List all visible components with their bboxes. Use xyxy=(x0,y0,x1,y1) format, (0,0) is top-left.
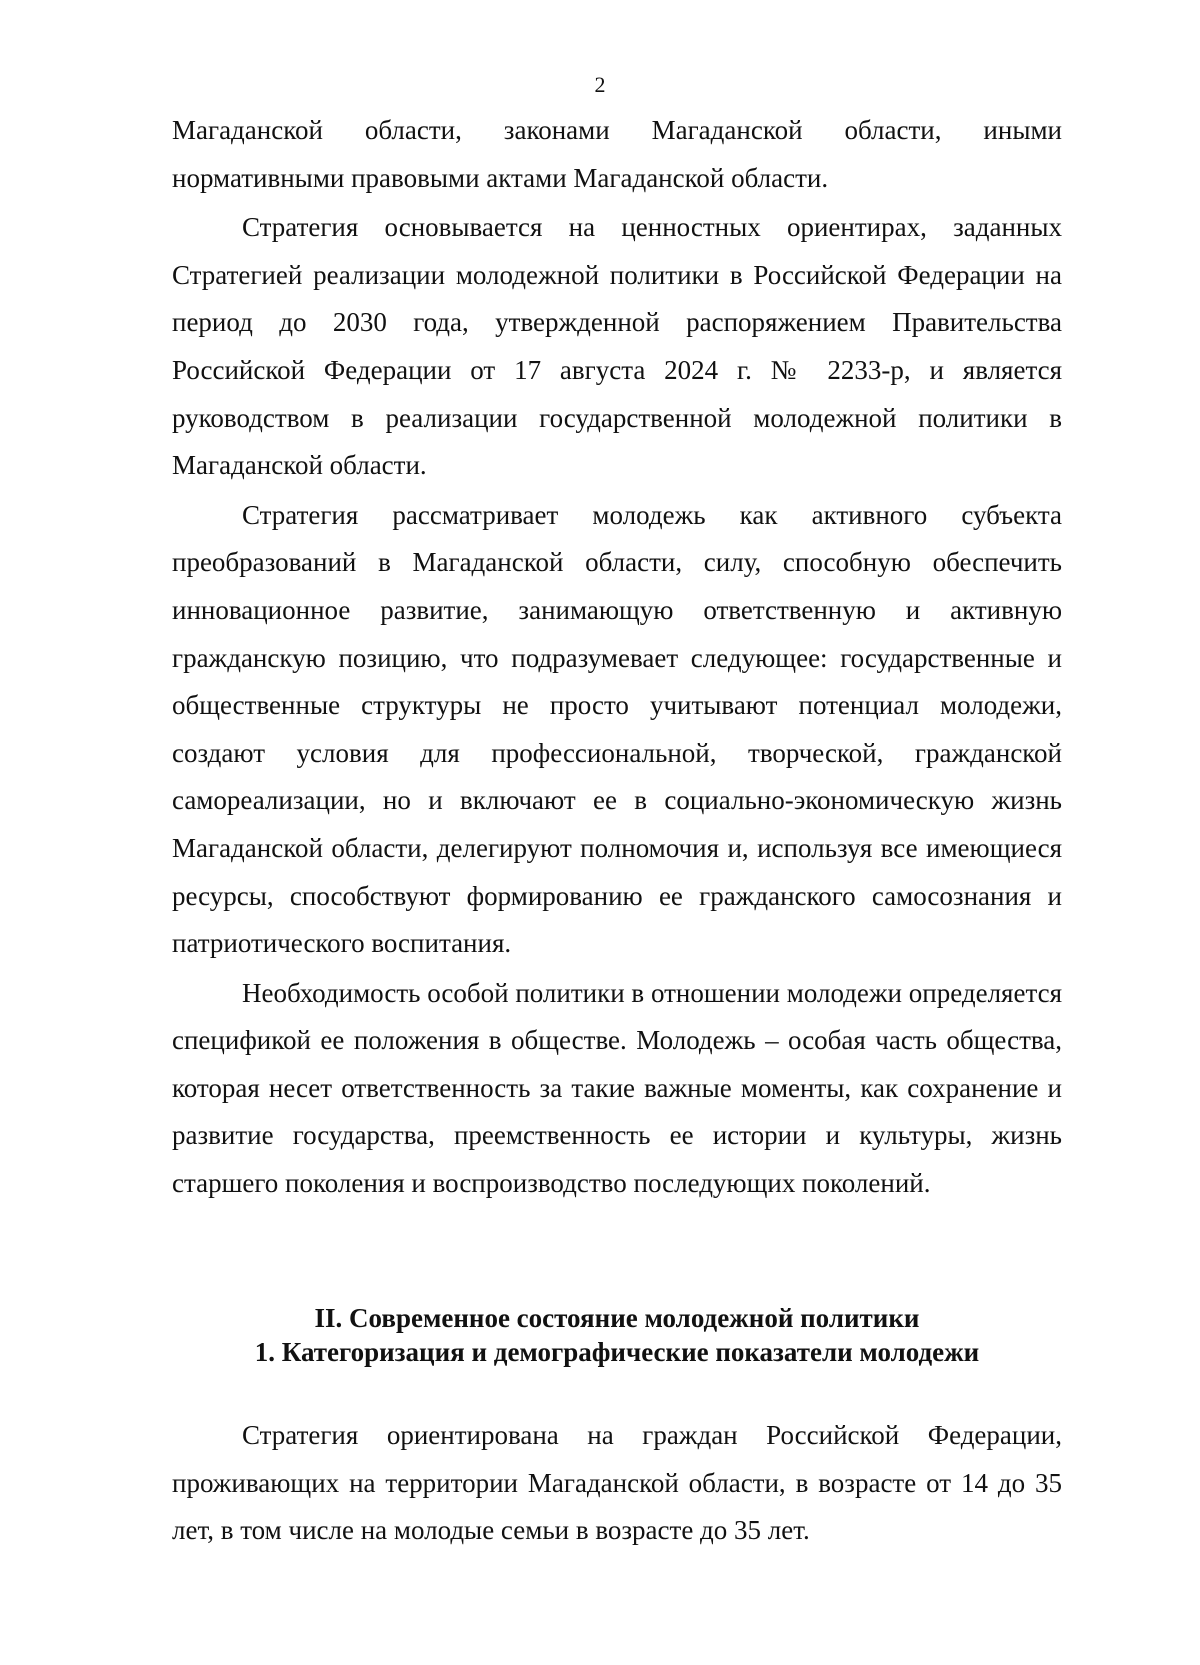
section-title: II. Современное состояние молодежной политики xyxy=(314,1303,920,1333)
page-number: 2 xyxy=(594,72,606,97)
body-text xyxy=(172,107,1062,1208)
paragraph-continuation: Магаданской области, законами Магаданской области, иными нормативными правовыми актами Магаданской области. xyxy=(172,115,1062,193)
paragraph-youth-subject: Стратегия рассматривает молодежь как активного субъекта преобразований в Магаданской области, силу, способную обеспечить инновационное развитие, занимающую ответственную и активную гражданскую позицию, что подразумевает следующее: государственные и общественные структуры не просто учитывают потенциал молодежи, создают условия для профессиональной, творческой, гражданской самореализации, но и включают ее в социально-экономическую жизнь Магаданской области, делегируют полномочия и, используя все имеющиеся ресурсы, способствуют формированию ее гражданского самосознания и патриотического воспитания. xyxy=(172,499,1062,959)
paragraph-policy-necessity: Необходимость особой политики в отношении молодежи определяется спецификой ее положения в обществе. Молодежь – особая часть общества, которая несет ответственность за такие важные моменты, как сохранение и развитие государства, преемственность ее истории и культуры, жизнь старшего поколения и воспроизводство последующих поколений. xyxy=(172,977,1062,1199)
section-text xyxy=(172,1412,1062,1555)
section-heading xyxy=(172,1301,1062,1369)
paragraph-target-audience: Стратегия ориентирована на граждан Российской Федерации, проживающих на территории Магаданской области, в возрасте от 14 до 35 лет, в том числе на молодые семьи в возрасте до 35 лет. xyxy=(172,1420,1062,1546)
paragraph-strategy-basis: Стратегия основывается на ценностных ориентирах, заданных Стратегией реализации молодежной политики в Российской Федерации на период до 2030 года, утвержденной распоряжением Правительства Российской Федерации от 17 августа 2024 г. № 2233-р, и является руководством в реализации государственной молодежной политики в Магаданской области. xyxy=(172,212,1062,481)
section-subtitle: 1. Категоризация и демографические показатели молодежи xyxy=(254,1337,980,1367)
